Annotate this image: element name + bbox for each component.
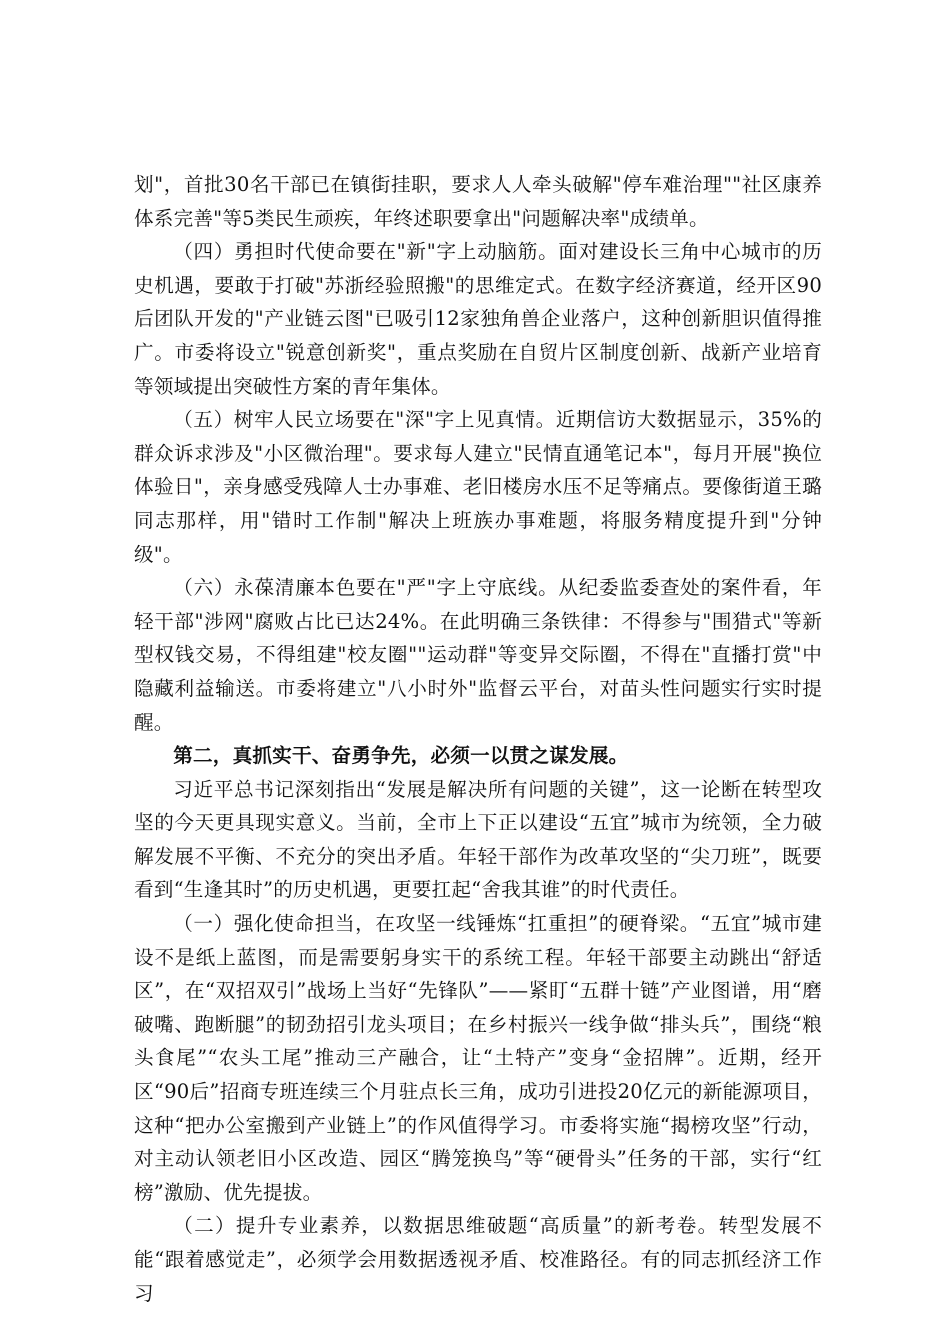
document-body [134, 168, 822, 1310]
section-heading: 第二，真抓实干、奋勇争先，必须一以贯之谋发展。 [173, 744, 629, 768]
paragraph-subsection-one: （一）强化使命担当，在攻坚一线锤炼“扛重担”的硬脊梁。“五宜”城市建设不是纸上蓝图，而是需要躬身实干的系统工程。年轻干部要主动跳出“舒适区”，在“双招双引”战场上当好“先锋队”——紧盯“五群十链”产业图谱，用“磨破嘴、跑断腿”的韧劲招引龙头项目；在乡村振兴一线争做“排头兵”，围绕“粮头食尾”“农头工尾”推动三产融合，让“土特产”变身“金招牌”。近期，经开区“90后”招商专班连续三个月驻点长三角，成功引进投20亿元的新能源项目，这种“把办公室搬到产业链上”的作风值得学习。市委将实施“揭榜攻坚”行动，对主动认领老旧小区改造、园区“腾笼换鸟”等“硬骨头”任务的干部，实行“红榜”激励、优先提拔。 [134, 912, 823, 1204]
paragraph-subsection-two: （二）提升专业素养，以数据思维破题“高质量”的新考卷。转型发展不能“跟着感觉走”，必须学会用数据透视矛盾、校准路径。有的同志抓经济工作习 [134, 1214, 822, 1305]
paragraph-intro: 习近平总书记深刻指出“发展是解决所有问题的关键”，这一论断在转型攻坚的今天更具现实意义。当前，全市上下正以建设“五宜”城市为统领，全力破解发展不平衡、不充分的突出矛盾。年轻干部作为改革攻坚的“尖刀班”，既要看到“生逢其时”的历史机遇，更要扛起“舍我其谁”的时代责任。 [134, 777, 822, 902]
paragraph-continuation: 划"，首批30名干部已在镇街挂职，要求人人牵头破解"停车难治理""社区康养体系完善"等5类民生顽疾，年终述职要拿出"问题解决率"成绩单。 [134, 173, 822, 230]
paragraph-section-four: （四）勇担时代使命要在"新"字上动脑筋。面对建设长三角中心城市的历史机遇，要敢于打破"苏浙经验照搬"的思维定式。在数字经济赛道，经开区90后团队开发的"产业链云图"已吸引12家独角兽企业落户，这种创新胆识值得推广。市委将设立"锐意创新奖"，重点奖励在自贸片区制度创新、战新产业培育等领域提出突破性方案的青年集体。 [134, 240, 822, 398]
paragraph-section-five: （五）树牢人民立场要在"深"字上见真情。近期信访大数据显示，35%的群众诉求涉及"小区微治理"。要求每人建立"民情直通笔记本"，每月开展"换位体验日"，亲身感受残障人士办事难、老旧楼房水压不足等痛点。要像街道王璐同志那样，用"错时工作制"解决上班族办事难题，将服务精度提升到"分钟级"。 [134, 408, 822, 566]
paragraph-section-six: （六）永葆清廉本色要在"严"字上守底线。从纪委监委查处的案件看，年轻干部"涉网"腐败占比已达24%。在此明确三条铁律：不得参与"围猎式"等新型权钱交易，不得组建"校友圈""运动群"等变异交际圈，不得在"直播打赏"中隐藏利益输送。市委将建立"八小时外"监督云平台，对苗头性问题实行实时提醒。 [134, 576, 822, 734]
